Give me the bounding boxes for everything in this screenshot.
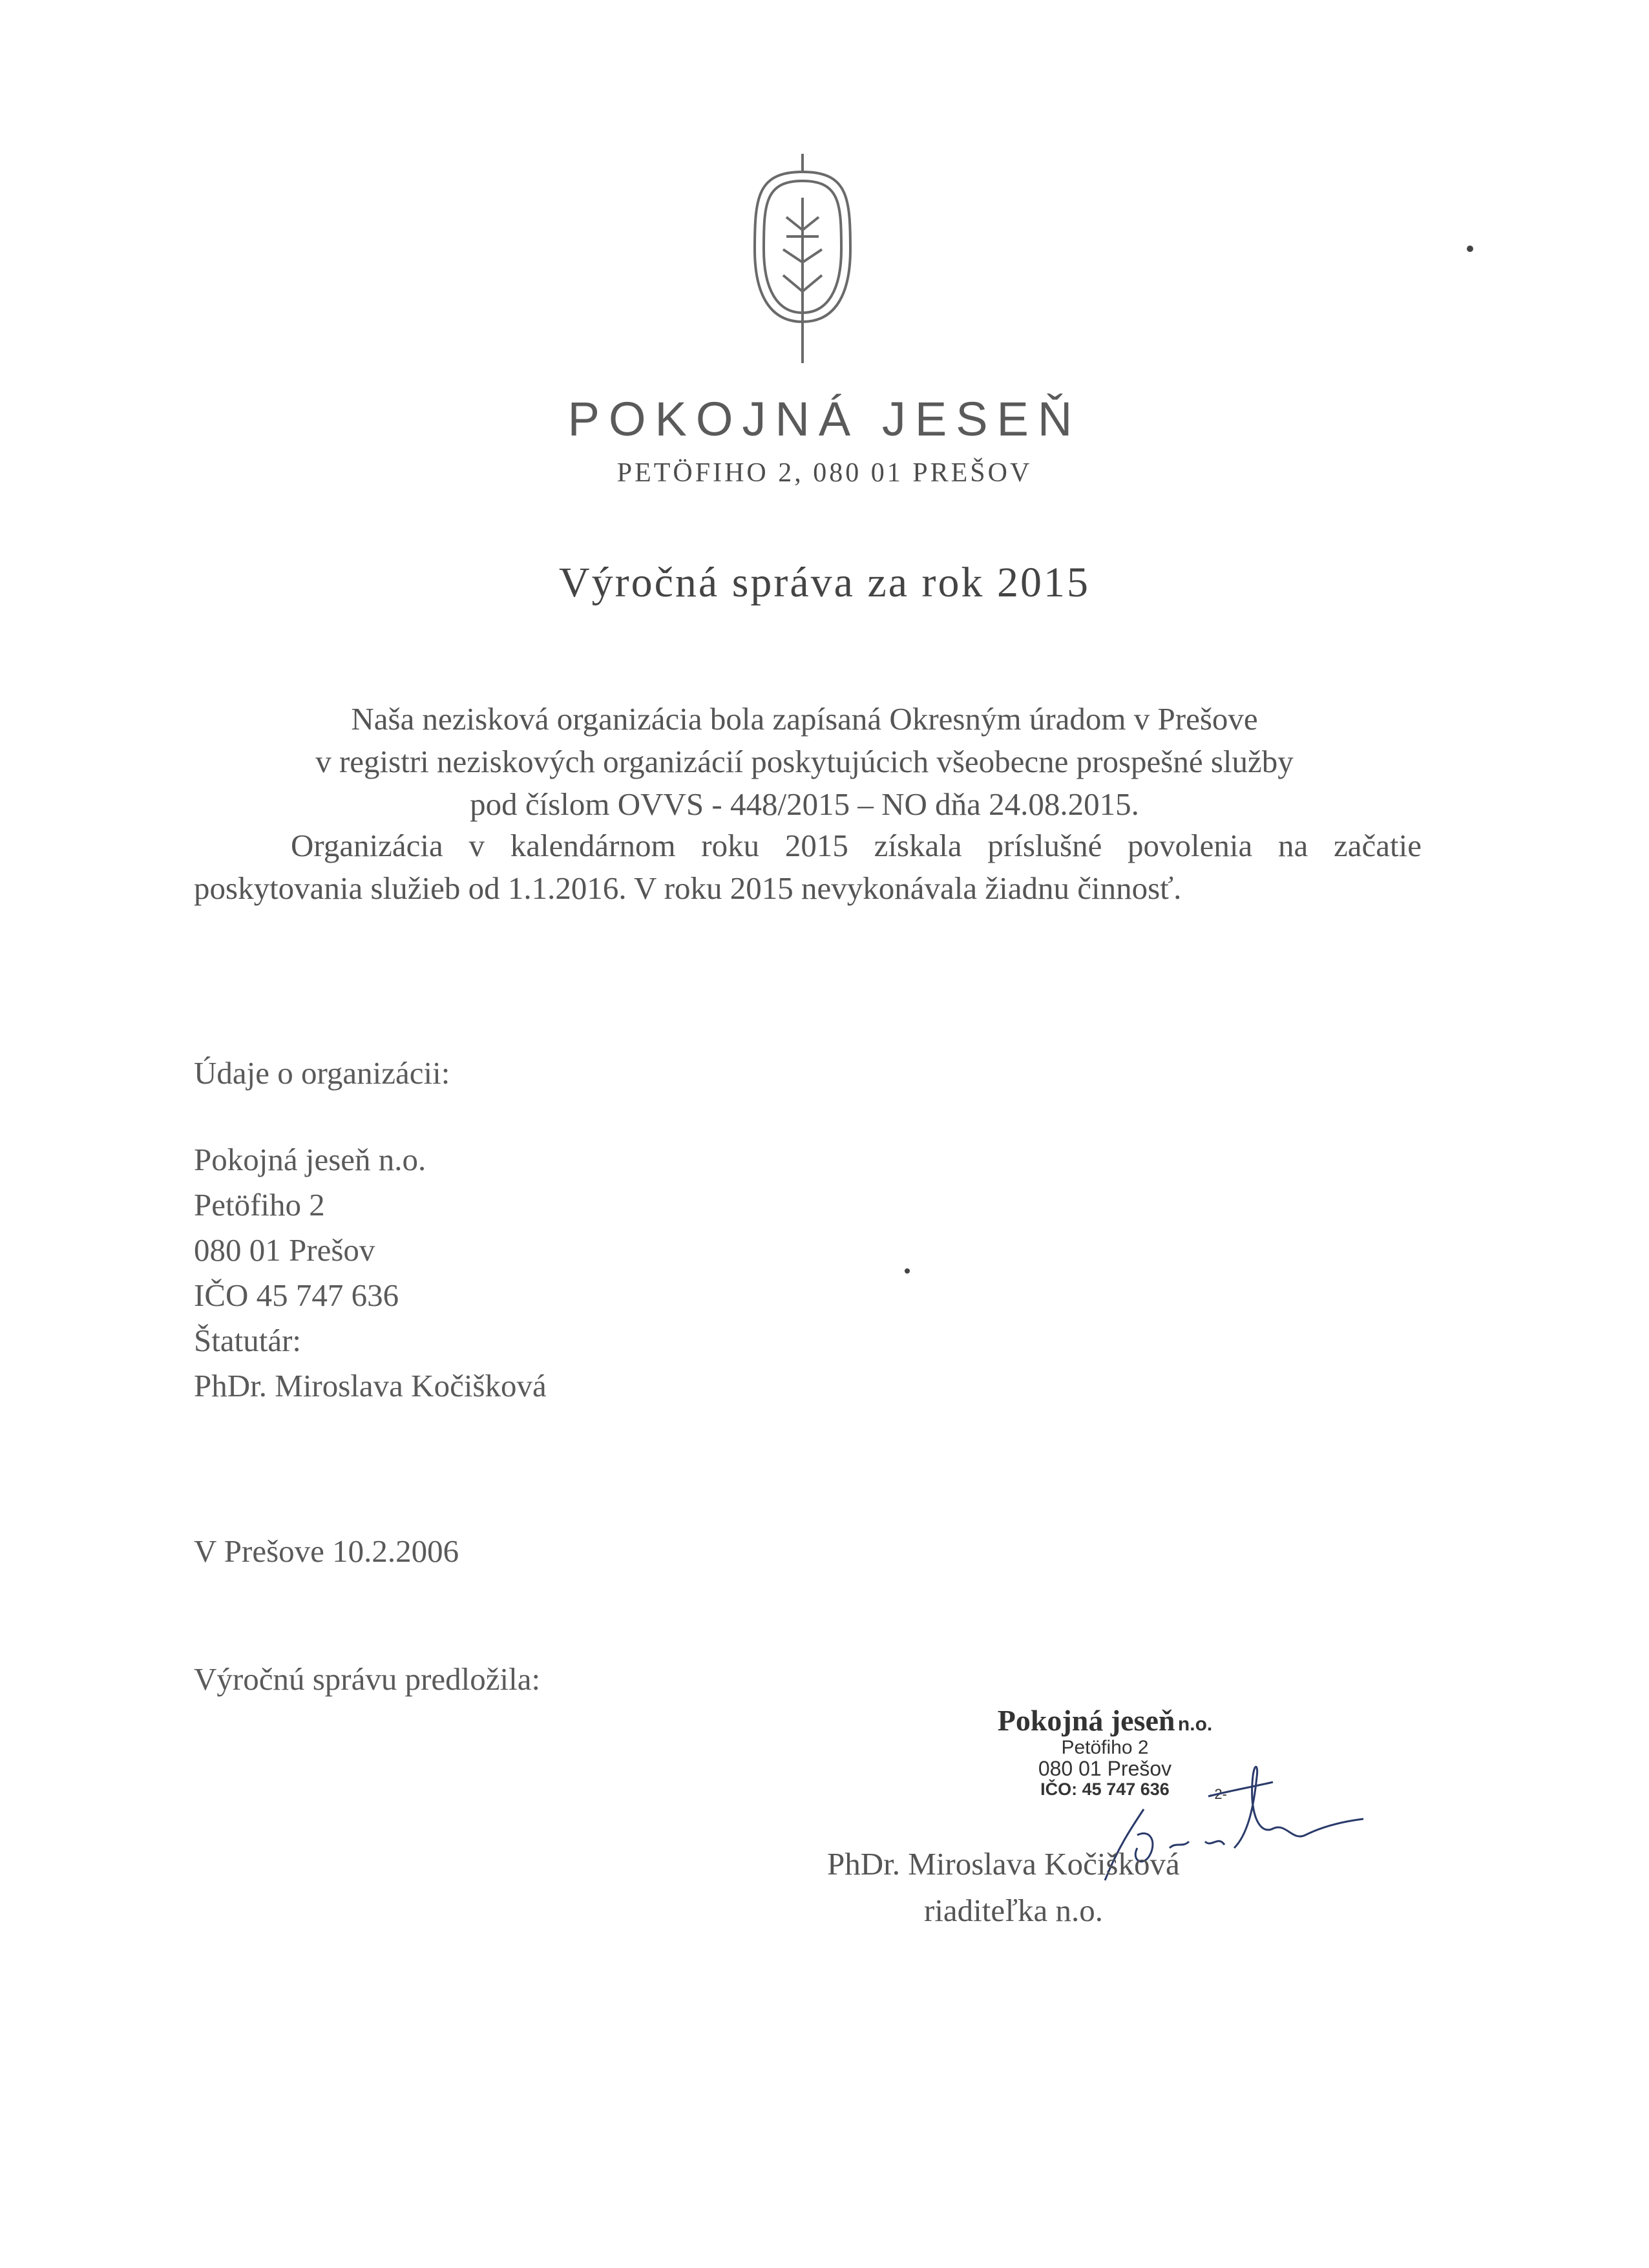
org-heading: Údaje o organizácii:	[194, 1055, 450, 1091]
scan-speck	[1467, 246, 1473, 252]
org-details	[194, 1137, 547, 1409]
intro-line: pod číslom OVVS - 448/2015 – NO dňa 24.08.2015.	[470, 786, 1139, 822]
document-title: Výročná správa za rok 2015	[558, 559, 1091, 606]
org-street: Petöfiho 2	[194, 1187, 325, 1223]
stamp-city: 080 01 Prešov	[1038, 1757, 1172, 1780]
handwritten-signature	[1092, 1751, 1376, 1906]
org-name: Pokojná jeseň n.o.	[194, 1142, 426, 1177]
intro-line: v registri neziskových organizácií poskytujúcich všeobecne prospešné služby	[315, 744, 1294, 779]
tree-in-leaf-icon	[751, 152, 854, 366]
organization-brand: POKOJNÁ JESEŇ	[567, 392, 1082, 446]
organization-address: PETÖFIHO 2, 080 01 PREŠOV	[616, 458, 1033, 488]
stamp-mark: -2-	[1210, 1786, 1227, 1802]
org-statutory-name: PhDr. Miroslava Kočišková	[194, 1368, 547, 1403]
signatory-role: riaditeľka n.o.	[924, 1893, 1104, 1928]
intro-block	[181, 698, 1428, 826]
place-date: V Prešove 10.2.2006	[194, 1533, 459, 1569]
org-ico: IČO 45 747 636	[194, 1277, 399, 1313]
signatory-name: PhDr. Miroslava Kočišková	[827, 1846, 1180, 1882]
org-city: 080 01 Prešov	[194, 1232, 375, 1268]
stamp-name: Pokojná jeseň	[997, 1704, 1175, 1737]
scan-speck	[905, 1268, 910, 1274]
intro-line: Naša nezisková organizácia bola zapísaná Okresným úradom v Prešove	[351, 701, 1258, 737]
stamp-ico: IČO: 45 747 636	[1040, 1780, 1170, 1799]
submitted-by-label: Výročnú správu predložila:	[194, 1661, 541, 1697]
stamp-street: Petöfiho 2	[1061, 1737, 1149, 1758]
activity-paragraph: Organizácia v kalendárnom roku 2015 získala príslušné povolenia na začatie poskytovania služieb od 1.1.2016. V roku 2015 nevykonávala žiadnu činnosť.	[194, 828, 1422, 906]
org-statutory-label: Štatutár:	[194, 1323, 302, 1358]
stamp-suffix: n.o.	[1177, 1714, 1213, 1735]
